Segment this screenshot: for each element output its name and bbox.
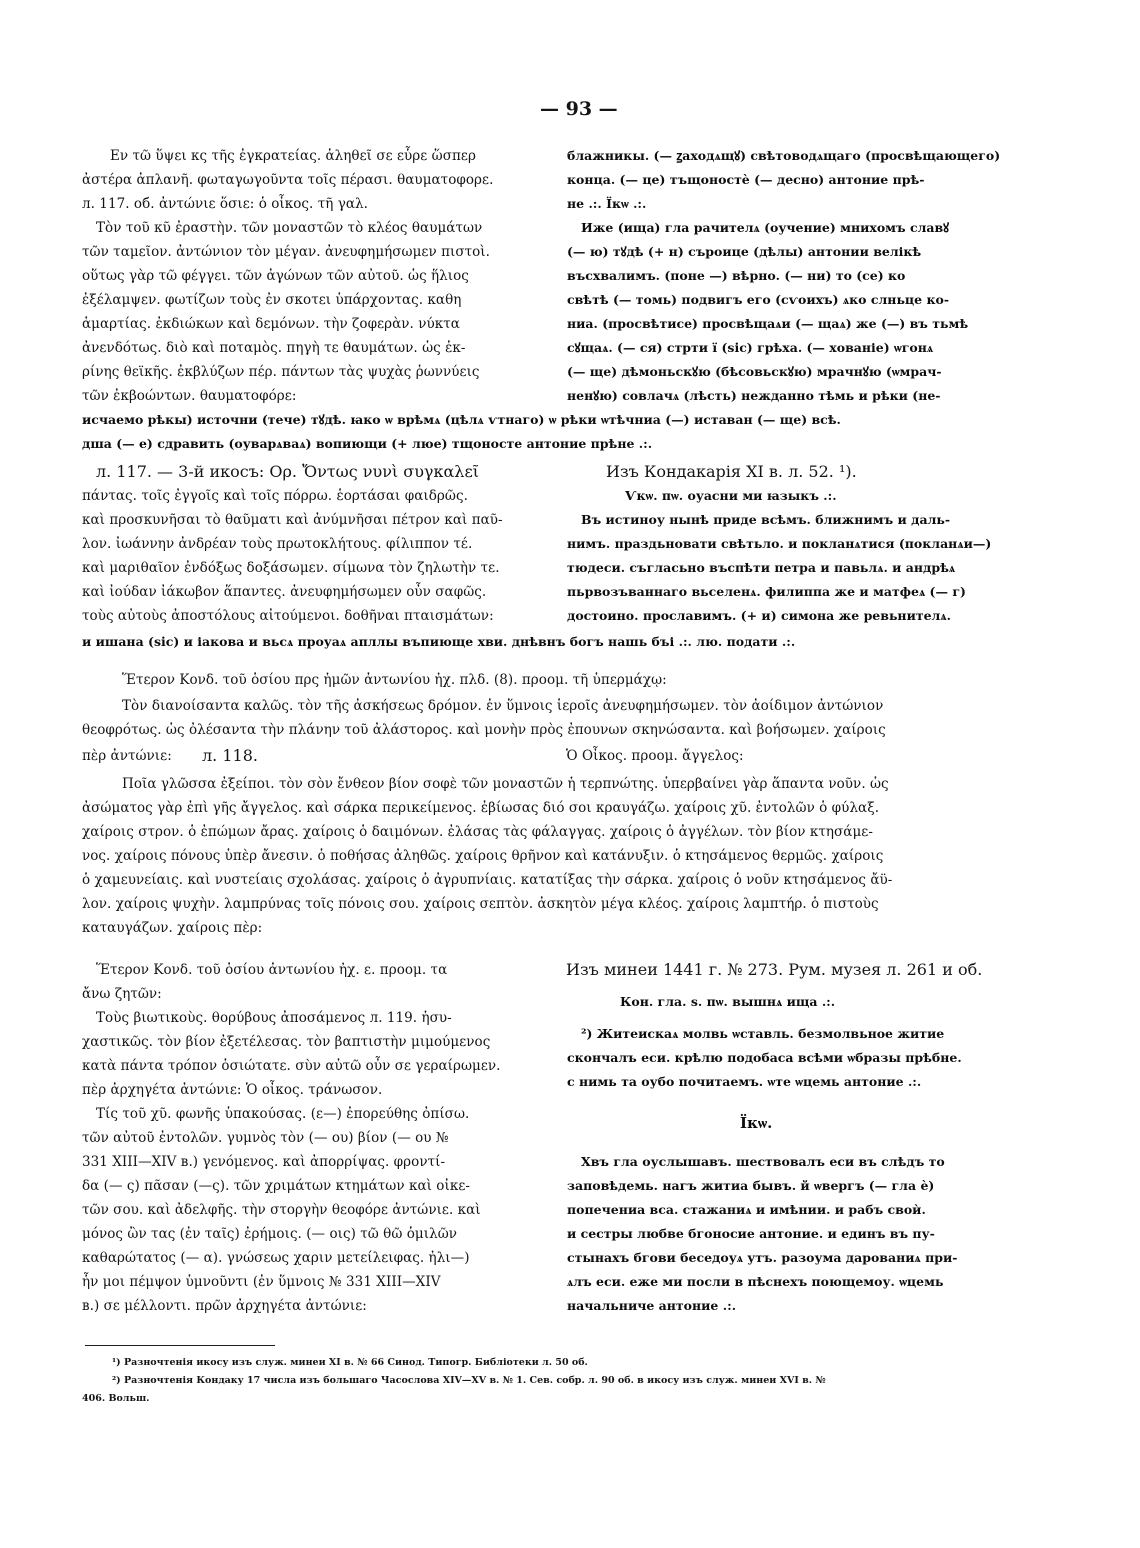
text-line: Хвъ гла оуслышавъ. шествовалъ еси въ слѣдъ то: [581, 1154, 945, 1169]
text-line: конца. (— це) тъщоностѐ (— десно) антоние прѣ-: [567, 172, 925, 187]
page-number: — 93 —: [540, 98, 618, 120]
text-line: блажникы. (— ꙁаходѧщꙋ) свѣтоводѧщаго (просвѣщающего): [567, 148, 1001, 163]
text-line: дша (— е) сдравить (оуварѧваѧ) вопиющи (+ люе) тщоносте антоние прѣне .:.: [82, 436, 653, 451]
text-line: τῶν ταμεῖον. ἀντώνιον τὸν μέγαν. ἀνευφημήσωμεν πιστοὶ.: [82, 244, 490, 260]
text-line: τῶν ἐκβοώντων. θαυματοφόρε:: [82, 388, 297, 404]
text-line: Въ истиноу нынѣ приде всѣмъ. ближнимъ и даль-: [581, 512, 951, 527]
text-line: ἐξέλαμψεν. φωτίζων τοὺς ἐν σκοτει ὑπάρχοντας. καθη: [82, 292, 462, 308]
text-line: καὶ ἰούδαν ἰάκωβον ἅπαντες. ἀνευφημήσωμεν οὖν σαφῶς.: [82, 584, 487, 600]
text-line: τῶν σου. καὶ ἀδελφῆς. τὴν στοργὴν θεοφόρε ἀντώνιε. καὶ: [82, 1202, 481, 1218]
text-line: ὁ χαμευνείαις. καὶ νυστείαις σχολάσας. χαίροις ὁ ἀγρυπνίαις. κατατίξας τὴν σάρκα. χαίροις ὁ νοῦν κτησάμενος ἄϋ-: [82, 872, 893, 888]
text-line: καταυγάζων. χαίροις πὲρ:: [82, 920, 263, 936]
text-line: Ἕτερον Κονδ. τοῦ ὁσίου ἀντωνίου ἠχ. ε. προομ. τα: [96, 962, 448, 978]
text-line: κατὰ πάντα τρόπον ὁσιώτατε. σὺν αὐτῶ οὖν σε γεραίρωμεν.: [82, 1058, 501, 1074]
section-heading: л. 117. — 3-й икосъ: Ορ. Ὄντως νυνὶ συγκαλεῖ: [96, 462, 479, 481]
text-line: Ἕτερον Κονδ. τοῦ ὁσίου πρς ἡμῶν ἀντωνίου ἠχ. πλδ. (8). προομ. τῆ ὑπερμάχῳ:: [122, 672, 667, 688]
text-line: καθαρώτατος (— α). γνώσεως χαριν μετείλειφας. ἠλι—): [82, 1250, 470, 1266]
footnote-divider: [85, 1345, 275, 1346]
text-line: ненꙋю) совлачѧ (лѣсть) нежданно тѣмь и рѣки (не-: [567, 388, 941, 403]
text-line: попечениа вса. стажаниѧ и имѣнии. и рабъ своѝ.: [567, 1202, 926, 1217]
text-line: ἀστέρα ἀπλανῆ. φωταγωγοῦντα τοῖς πέρασι. θαυματοφορε.: [82, 172, 494, 188]
text-line: сꙋщаѧ. (— ся) стрти ї (sic) грѣха. (— хованіе) ѡгонѧ: [567, 340, 934, 355]
section-heading: Изъ Кондакарія XI в. л. 52. ¹).: [606, 462, 857, 481]
text-line: Εν τῶ ὕψει κς τῆς ἐγκρατείας. ἀληθεῖ σε εὗρε ὥσπερ: [110, 148, 476, 164]
text-line: ἧν μοι πέμψον ὑμνοῦντι (ἐν ὕμνοις № 331 XIII—XIV: [82, 1274, 441, 1290]
text-line: ἀνενδότως. διὸ καὶ ποταμὸς. πηγὴ τε θαυμάτων. ὡς ἐκ-: [82, 340, 466, 356]
text-line: καὶ μαριθαῖον ἐνδόξως δοξάσωμεν. σίμωνα τὸν ζηλωτὴν τε.: [82, 560, 500, 576]
text-line: ниа. (просвѣтисе) просвѣщаѧи (— щаѧ) же (—) въ тьмѣ: [567, 316, 969, 331]
text-line: с нимь та оубо почитаемъ. ѡте ѡцемь антоние .:.: [567, 1074, 922, 1089]
text-line: достоино. прославимъ. (+ и) симона же ревьнителѧ.: [567, 608, 951, 623]
footnote: ¹) Разночтенія икосу изъ служ. минеи XI в. № 66 Синод. Типогр. Библіотеки л. 50 об.: [112, 1357, 588, 1368]
text-line: χαίροις στρον. ὁ ἐπώμων ἄρας. χαίροις ὁ δαιμόνων. ἐλάσας τὰς φάλαγγας. χαίροις ὁ ἀγγέλων. τὸν βίον κτησάμε-: [82, 824, 873, 840]
text-line: λον. ἰωάννην ἀνδρέαν τοὺς πρωτοκλήτους. φίλιππον τέ.: [82, 536, 473, 552]
text-line: μόνος ὢν τας (ἐν ταῖς) ἐρήμοις. (— οις) τῶ θῶ ὁμιλῶν: [82, 1226, 458, 1242]
text-line: Τὸν διανοίσαντα καλῶς. τὸν τῆς ἀσκήσεως δρόμον. ἐν ὕμνοις ἱεροῖς ἀνευφημήσωμεν. τὸν ἀοίδιμον ἀντώνιον: [122, 698, 884, 714]
text-line: л. 117. об. ἀντώνιε ὅσιε: ὁ οἶκος. τῆ γαλ.: [82, 196, 368, 212]
text-line: πὲρ ἀρχηγέτα ἀντώνιε: Ὁ οἶκος. τράνωσον.: [82, 1082, 383, 1098]
text-line: ἁμαρτίας. ἐκδιώκων καὶ δεμόνων. τὴν ζοφερὰν. νύκτα: [82, 316, 460, 332]
text-line: свѣтѣ (— томь) подвигъ его (сѵоихъ) ѧко слньце ко-: [567, 292, 950, 307]
text-line: δα (— ς) πᾶσαν (—ς). τῶν χριμάτων κτημάτων καὶ οἰκε-: [82, 1178, 470, 1194]
text-line: не .:. Їкѡ .:.: [567, 196, 647, 211]
text-line: и сестры любве бгоносие антоние. и единъ въ пу-: [567, 1226, 935, 1241]
text-line: начальниче антоние .:.: [567, 1298, 737, 1313]
text-line: в.) σε μέλλοντι. πρῶν ἀρχηγέτα ἀντώνιε:: [82, 1298, 367, 1314]
text-line: Ποῖα γλῶσσα ἐξείποι. τὸν σὸν ἔνθεον βίον σοφὲ τῶν μοναστῶν ἡ τερπνώτης. ὑπερβαίνει γὰρ ἅπαντα νοῦν. ὡς: [122, 776, 889, 792]
text-line: πάντας. τοῖς ἐγγοῖς καὶ τοῖς πόρρω. ἑορτάσαι φαιδρῶς.: [82, 488, 468, 504]
text-line: πὲρ ἀντώνιε:: [82, 748, 172, 764]
text-line: и ишана (sic) и іакова и вьсѧ проуаѧ апллы въпиюще хви. днѣвнъ богъ нашь бъі .:. лю. подати .:.: [82, 634, 796, 649]
section-heading: Изъ минеи 1441 г. № 273. Рум. музея л. 261 и об.: [566, 960, 983, 979]
text-line: заповѣдемь. нагъ житиа бывъ. й ѡвергъ (— гла ѐ): [567, 1178, 935, 1193]
text-line: ρίνης θεϊκῆς. ἐκβλύζων πέρ. πάντων τὰς ψυχὰς ῥωννύεις: [82, 364, 480, 380]
text-line: ѧлъ еси. еже ми посли в пѣснехъ поющемоу. ѡцемь: [567, 1274, 944, 1289]
text-line: (— ще) дѣмоньскꙋю (бѣсовьскꙋю) мрачнꙋю (ѡмрач-: [567, 364, 942, 379]
text-line: ἀσώματος γὰρ ἐπὶ γῆς ἄγγελος. καὶ σάρκα περικείμενος. ἐβίωσας διό σοι κραυγάζω. χαίροις χῦ. ἐντολῶν ὁ φύλαξ.: [82, 800, 880, 816]
text-line: 331 XIII—XIV в.) γενόμενος. καὶ ἀπορρίψας. φροντί-: [82, 1154, 446, 1170]
text-line: χαστικῶς. τὸν βίον ἐξετέλεσας. τὸν βαπτιστὴν μιμούμενος: [82, 1034, 491, 1050]
text-line: νος. χαίροις πόνους ὑπὲρ ἄνεσιν. ὁ ποθήσας ἀληθῶς. χαίροις θρῆνον καὶ κατάνυξιν. ὁ κτησάμενος θερμῶς. χαίροις: [82, 848, 884, 864]
text-line: (— ю) тꙋдѣ (+ н) съроице (дѣлы) антонии велікѣ: [567, 244, 922, 259]
text-line: скончалъ еси. крѣлю подобаса всѣми ѡбразы прѣбне.: [567, 1050, 962, 1065]
text-line: пьрвозъваннаго вьселенѧ. филиппа же и матфеѧ (— г): [567, 584, 966, 599]
text-line: Τίς τοῦ χῦ. φωνῆς ὑπακούσας. (ε—) ἐπορεύθης ὀπίσω.: [96, 1106, 470, 1122]
text-line: Иже (ища) гла рачителѧ (оучение) мнихомъ славꙋ: [581, 220, 950, 235]
text-line: τοὺς αὐτοὺς ἀποστόλους αἰτούμενοι. δοθῆναι πταισμάτων:: [82, 608, 494, 624]
text-line: Кон. гла. ѕ. пѡ. вышнѧ ища .:.: [620, 994, 836, 1009]
text-line: τῶν αὐτοῦ ἐντολῶν. γυμνὸς τὸν (— ου) βίον (— ου №: [82, 1130, 449, 1146]
footnote: ²) Разночтенія Кондаку 17 числа изъ большаго Часослова XIV—XV в. № 1. Сев. собр. л. 90 об. в икосу изъ служ. минеи XVI в. №: [112, 1375, 826, 1386]
text-line: Ѵкѡ. пѡ. оуасни ми ꙗзыкъ .:.: [625, 488, 837, 503]
text-line: стынахъ бгови беседоуѧ утъ. разоума дарованиѧ при-: [567, 1250, 958, 1265]
text-line: Τὸν τοῦ κῦ ἐραστὴν. τῶν μοναστῶν τὸ κλέος θαυμάτων: [96, 220, 483, 236]
text-line: Τοὺς βιωτικοὺς. θορύβους ἀποσάμενος л. 119. ἡσυ-: [96, 1010, 452, 1026]
text-line: тюдеси. съгласьно въспѣти петра и павьлѧ. и андрѣѧ: [567, 560, 956, 575]
text-line: καὶ προσκυνῆσαι τὸ θαῦματι καὶ ἀνύμνῆσαι πέτρον καὶ παῦ-: [82, 512, 503, 528]
text-line: нимъ. праздьновати свѣтьло. и покланѧтися (покланѧи—): [567, 536, 992, 551]
footnote: 406. Вольш.: [82, 1393, 150, 1404]
section-heading: Їкѡ.: [740, 1114, 773, 1132]
text-line: λον. χαίροις ψυχὴν. λαμπρύνας τοῖς πόνοις σου. χαίροις σεπτὸν. ἀσκητὸν μέγα κλέος. χαίροις λαμπτήρ. ὁ πιστοὺς: [82, 896, 879, 912]
text-line: исчаемо рѣкы) источни (тече) тꙋдѣ. ꙗко ѡ врѣмѧ (цѣлѧ ѵтнаго) ѡ рѣки ѡтѣчниа (—) иставан (— ще) всѣ.: [82, 412, 841, 427]
text-line: ἄνω ζητῶν:: [82, 986, 162, 1002]
text-line: Ὁ Οἶκος. προομ. ἄγγελος:: [566, 748, 744, 764]
text-line: θεοφρότως. ὡς ὀλέσαντα τὴν πλάνην τοῦ ἀλάστορος. καὶ μονὴν πρὸς ἐπουνων σκηνώσαντα. καὶ βοήσωμεν. χαίροις: [82, 722, 886, 738]
text-line: л. 118.: [202, 746, 258, 765]
text-line: οὕτως γὰρ τῶ φέγγει. τῶν ἀγώνων τῶν αὐτοῦ. ὡς ἥλιος: [82, 268, 469, 284]
text-line: въсхвалимъ. (поне —) вѣрно. (— ни) то (се) ко: [567, 268, 906, 283]
text-line: ²) Житеискаѧ молвь ѡставль. безмолвьное житие: [581, 1026, 945, 1041]
